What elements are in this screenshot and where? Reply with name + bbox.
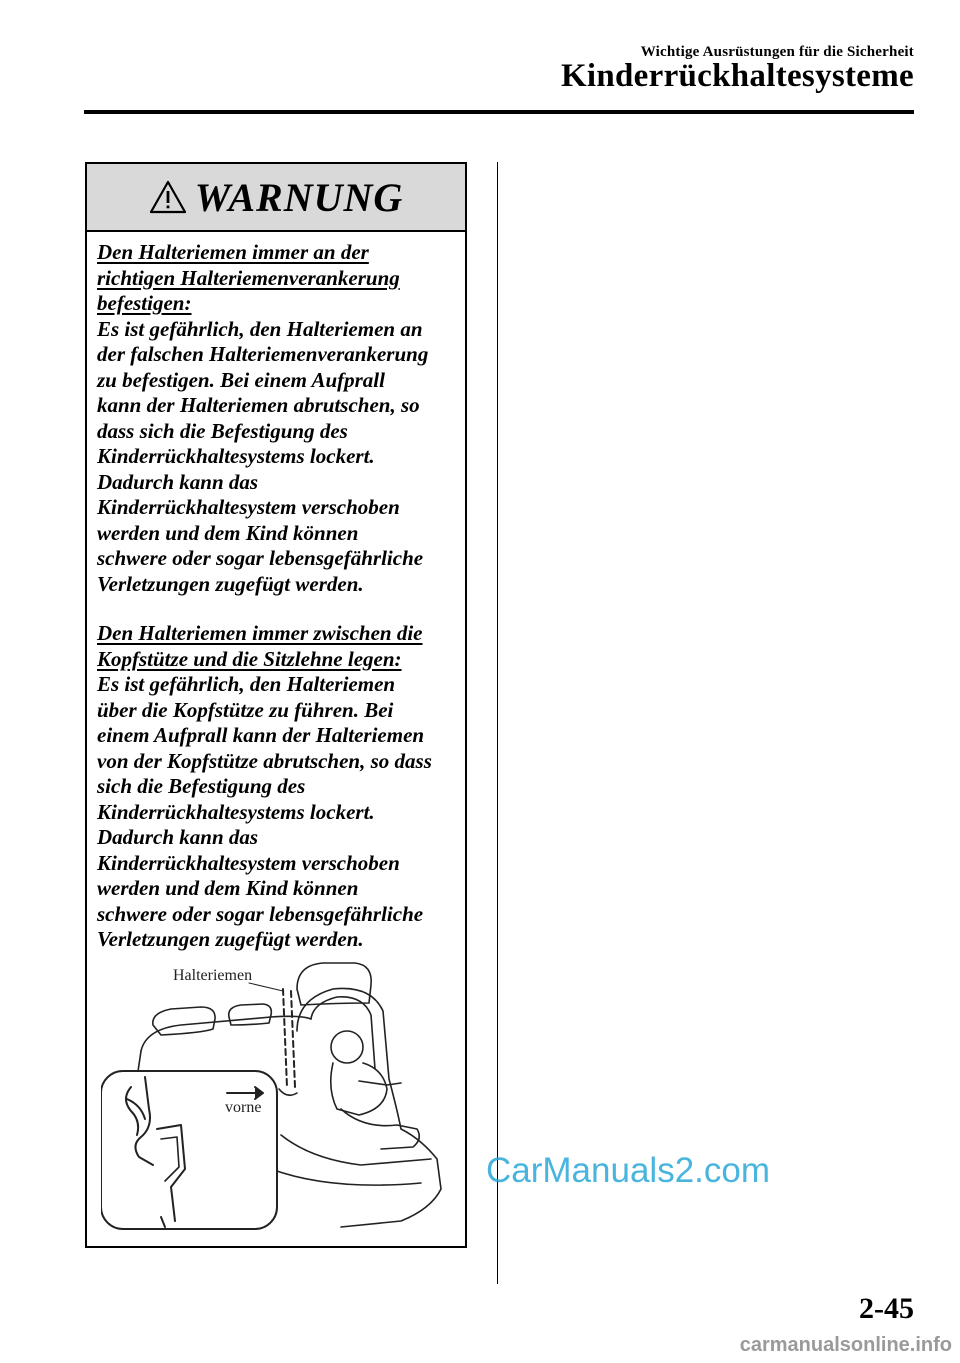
- strap-label: Halteriemen: [173, 967, 253, 984]
- body-line: Kinderrückhaltesystem verschoben: [97, 495, 400, 519]
- body-line: sich die Befestigung des: [97, 774, 306, 798]
- section-heading: [97, 240, 459, 317]
- body-line: dass sich die Befestigung des: [97, 418, 348, 443]
- warning-section-2: [97, 621, 459, 953]
- body-line: Verletzungen zugefügt werden.: [97, 571, 364, 596]
- body-line: Kinderrückhaltesystems lockert.: [97, 799, 375, 824]
- body-line: Dadurch kann das: [97, 825, 259, 849]
- warning-section-1: [97, 240, 459, 597]
- body-line: werden und dem Kind können: [97, 520, 359, 545]
- section-heading: [97, 621, 459, 672]
- section-body: [97, 317, 459, 598]
- section-heading-line: befestigen:: [97, 291, 192, 315]
- body-line: von der Kopfstütze abrutschen, so dass: [97, 748, 432, 773]
- section-heading-line: Kopfstütze und die Sitzlehne legen:: [97, 646, 402, 671]
- header-subtitle: Wichtige Ausrüstungen für die Sicherheit: [640, 44, 914, 60]
- body-line: Dadurch kann das: [97, 469, 259, 494]
- body-line: Es ist gefährlich, den Halteriemen an: [97, 316, 423, 341]
- body-line: Es ist gefährlich, den Halteriemen: [97, 672, 396, 696]
- warning-box: [85, 162, 467, 1248]
- header-rule: [84, 110, 914, 114]
- footer-watermark: carmanualsonline.info: [739, 1334, 952, 1356]
- warning-triangle-icon: [149, 180, 187, 214]
- section-heading-line: Den Halteriemen immer an der: [97, 240, 369, 264]
- warning-body: [87, 232, 465, 953]
- section-gap: [97, 597, 459, 621]
- section-body: [97, 672, 459, 953]
- page-number: 2-45: [859, 1292, 914, 1325]
- body-line: zu befestigen. Bei einem Aufprall: [97, 367, 385, 392]
- section-heading-line: Den Halteriemen immer zwischen die: [97, 621, 423, 645]
- body-line: Verletzungen zugefügt werden.: [97, 927, 364, 951]
- body-line: Kinderrückhaltesystem verschoben: [97, 850, 400, 875]
- body-line: Kinderrückhaltesystems lockert.: [97, 444, 375, 468]
- child-seat-illustration: [101, 959, 451, 1231]
- body-line: einem Aufprall kann der Halteriemen: [97, 723, 425, 747]
- body-line: über die Kopfstütze zu führen. Bei: [97, 697, 394, 722]
- warning-title: WARNUNG: [194, 174, 404, 220]
- section-heading-line: richtigen Halteriemenverankerung: [97, 265, 400, 290]
- body-line: schwere oder sogar lebensgefährliche: [97, 546, 424, 570]
- body-line: werden und dem Kind können: [97, 876, 359, 900]
- column-divider: [497, 162, 498, 1284]
- body-line: der falschen Halteriemenverankerung: [97, 342, 429, 366]
- body-line: kann der Halteriemen abrutschen, so: [97, 393, 420, 417]
- front-label: vorne: [225, 1099, 262, 1116]
- body-line: schwere oder sogar lebensgefährliche: [97, 901, 424, 926]
- watermark: CarManuals2.com: [486, 1151, 770, 1190]
- page-title: Kinderrückhaltesysteme: [560, 58, 914, 94]
- warning-header: [87, 164, 465, 232]
